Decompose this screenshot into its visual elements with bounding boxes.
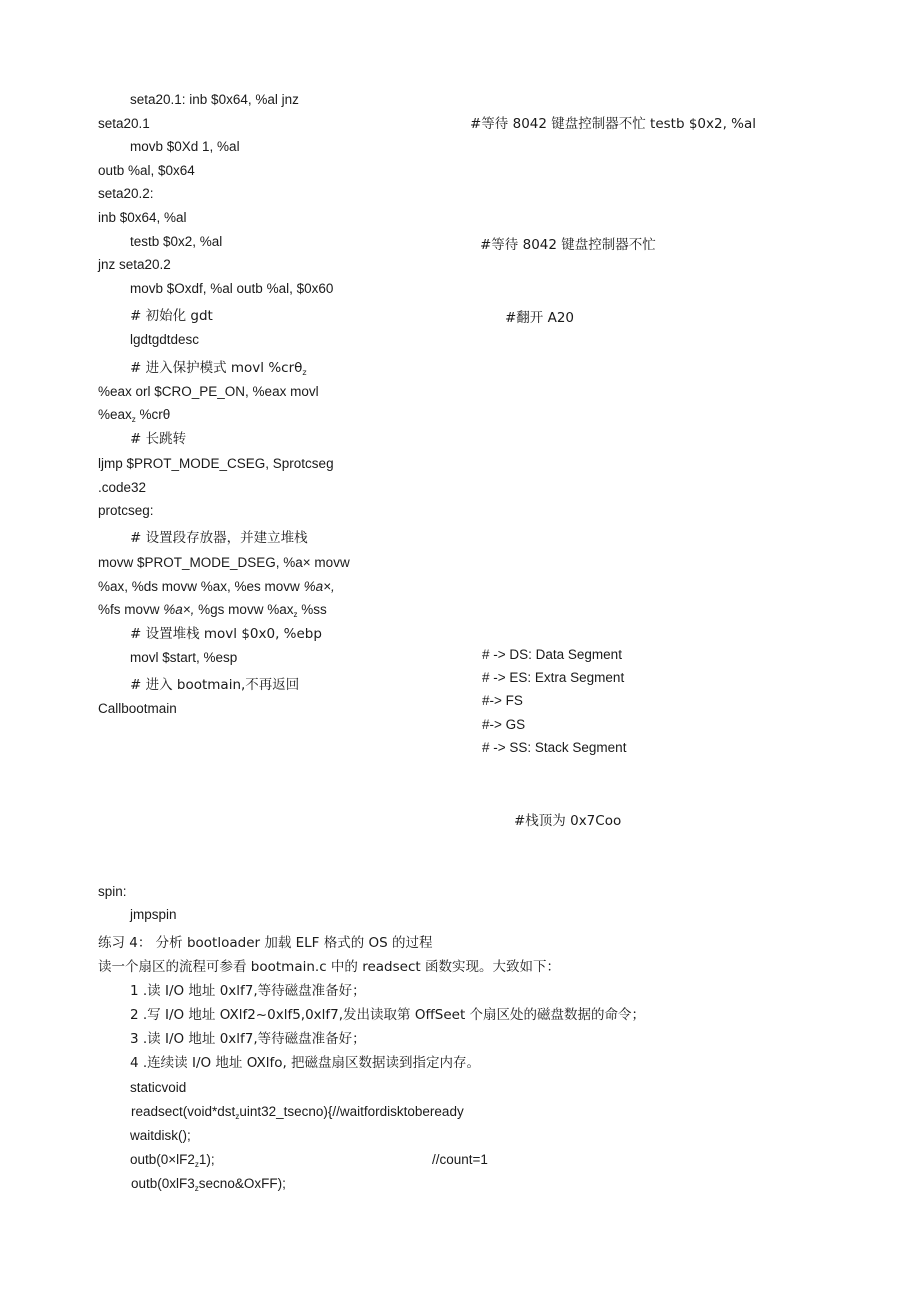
code-text: %crθ bbox=[135, 407, 171, 422]
side-comment: # -> ES: Extra Segment bbox=[482, 670, 625, 685]
code-line: jmpspin bbox=[130, 907, 177, 922]
section-heading: 练习 4： 分析 bootloader 加载 ELF 格式的 OS 的过程 bbox=[98, 935, 433, 951]
code-line: lgdtgdtdesc bbox=[130, 332, 200, 347]
step-item: 1 .读 I/O 地址 0xlf7,等待磁盘准备好； bbox=[130, 983, 366, 999]
side-comment: #翻开 A20 bbox=[505, 310, 575, 326]
code-line: seta20.2: bbox=[98, 186, 154, 201]
code-comment: # 进入 bootmain,不再返回 bbox=[130, 677, 300, 693]
code-line: seta20.1 bbox=[98, 116, 150, 131]
subscript: z bbox=[131, 415, 136, 424]
code-line: staticvoid bbox=[130, 1080, 187, 1095]
side-comment: # -> SS: Stack Segment bbox=[482, 740, 627, 755]
code-text-italic: %a×, bbox=[303, 579, 335, 594]
code-line bbox=[131, 1175, 286, 1198]
side-comment: #等待 8042 键盘控制器不忙 testb $0x2, %al bbox=[470, 116, 757, 132]
code-comment: # 设置段存放器，并建立堆栈 bbox=[130, 530, 308, 546]
subscript: z bbox=[293, 610, 298, 619]
code-line: protcseg: bbox=[98, 503, 154, 518]
code-text-italic: %a×, bbox=[163, 602, 195, 617]
code-text: %fs movw bbox=[98, 602, 164, 617]
code-line bbox=[98, 601, 327, 624]
code-line: inb $0x64, %al bbox=[98, 210, 187, 225]
code-line: movw $PROT_MODE_DSEG, %a× movw bbox=[98, 555, 350, 570]
code-line: waitdisk(); bbox=[130, 1128, 191, 1143]
code-text: %ss bbox=[297, 602, 327, 617]
code-line bbox=[98, 578, 335, 596]
side-comment: #等待 8042 键盘控制器不忙 bbox=[480, 237, 656, 253]
step-item: 2 .写 I/O 地址 OXlf2~0xlf5,0xlf7,发出读取第 OffSeet 个扇区处的磁盘数据的命令； bbox=[130, 1007, 646, 1023]
code-text: %ax, %ds movw %ax, %es movw bbox=[98, 579, 304, 594]
code-text: uint32_tsecno){//waitfordisktobeready bbox=[239, 1104, 464, 1119]
code-line: %eax orl $CRO_PE_ON, %eax movl bbox=[98, 384, 319, 399]
section-intro: 读一个扇区的流程可参看 bootmain.c 中的 readsect 函数实现。大致如下： bbox=[98, 959, 560, 975]
side-comment: # -> DS: Data Segment bbox=[482, 647, 622, 662]
code-text: readsect(void*dst bbox=[131, 1104, 236, 1119]
code-text: 1); bbox=[198, 1152, 215, 1167]
code-line: outb %al, $0x64 bbox=[98, 163, 195, 178]
code-line: .code32 bbox=[98, 480, 147, 495]
code-line: testb $0x2, %al bbox=[130, 234, 223, 249]
subscript: z bbox=[302, 368, 307, 377]
code-line: movb $Oxdf, %al outb %al, $0x60 bbox=[130, 281, 334, 296]
subscript: z bbox=[194, 1160, 199, 1169]
code-text: %gs movw %ax bbox=[194, 602, 294, 617]
code-comment: # 长跳转 bbox=[130, 431, 187, 447]
code-line: seta20.1: inb $0x64, %al jnz bbox=[130, 92, 299, 107]
code-line: movb $0Xd 1, %al bbox=[130, 139, 240, 154]
code-comment: # 设置堆栈 movl $0x0, %ebp bbox=[130, 626, 322, 642]
subscript: z bbox=[194, 1184, 199, 1193]
side-comment: #栈顶为 0x7Coo bbox=[514, 813, 622, 829]
subscript: z bbox=[235, 1112, 240, 1121]
step-item: 3 .读 I/O 地址 0xlf7,等待磁盘准备好； bbox=[130, 1031, 366, 1047]
side-comment: #-> GS bbox=[482, 717, 526, 732]
code-comment bbox=[130, 359, 307, 382]
code-line bbox=[130, 1151, 215, 1174]
code-line: Callbootmain bbox=[98, 701, 177, 716]
code-line bbox=[98, 406, 170, 429]
code-line bbox=[131, 1103, 464, 1126]
code-line: jnz seta20.2 bbox=[98, 257, 171, 272]
side-comment: #-> FS bbox=[482, 693, 523, 708]
code-line: movl $start, %esp bbox=[130, 650, 238, 665]
code-line: ljmp $PROT_MODE_CSEG, Sprotcseg bbox=[98, 456, 334, 471]
step-item: 4 .连续读 I/O 地址 OXlfo, 把磁盘扇区数据读到指定内存。 bbox=[130, 1055, 481, 1071]
code-text: %eax bbox=[98, 407, 132, 422]
code-text: # 进入保护模式 movl %crθ bbox=[130, 360, 303, 376]
code-text: secno&OxFF); bbox=[198, 1176, 286, 1191]
code-text: outb(0×lF2 bbox=[130, 1152, 195, 1167]
code-line: spin: bbox=[98, 884, 127, 899]
code-text: outb(0xlF3 bbox=[131, 1176, 195, 1191]
code-comment: # 初始化 gdt bbox=[130, 308, 213, 324]
code-comment: //count=1 bbox=[432, 1152, 488, 1167]
